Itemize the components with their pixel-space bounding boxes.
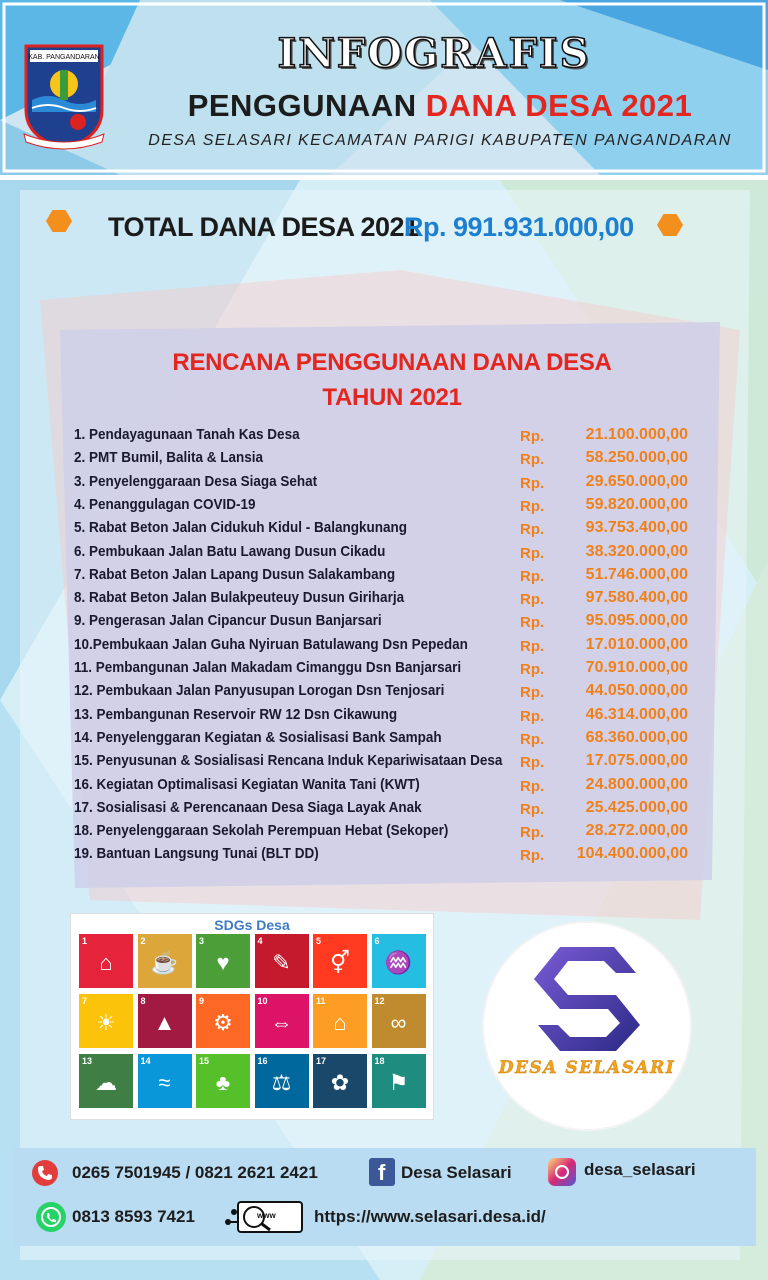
sdg-goal-number: 4 [257,936,263,946]
plan-item-currency: Rp. [520,847,545,865]
sdg-goal-tile [138,994,192,1048]
instagram-handle[interactable]: desa_selasari [584,1160,696,1179]
plan-item [74,543,704,566]
plan-item-label: 7. Rabat Beton Jalan Lapang Dusun Salakambang [74,565,396,583]
sdg-goal-icon: ⌂ [333,1010,347,1035]
sdg-goal-number: 5 [316,936,322,946]
sdg-goal-number: 12 [374,996,385,1006]
sdg-goal-tile [313,1054,367,1108]
sdg-goal-icon: ⚙ [213,1010,233,1035]
plan-item-label: 15. Penyusunan & Sosialisasi Rencana Induk Kepariwisataan Desa [74,752,503,770]
sdg-goal-number: 10 [257,996,268,1006]
plan-item-amount: 51.746.000,00 [585,565,688,583]
sdg-goal-tile [313,994,367,1048]
plan-item [74,706,704,729]
sdg-goal-number: 8 [140,996,146,1006]
sdg-goal-number: 1 [82,936,88,946]
plan-item-amount: 25.425.000,00 [585,798,688,816]
plan-item [74,496,704,519]
sdg-goal-number: 15 [199,1056,210,1066]
sdg-goal-tile [196,1054,250,1108]
plan-item [74,519,704,542]
sdg-goal-icon: ♒ [384,950,413,975]
plan-title [60,345,724,415]
plan-item-currency: Rp. [520,591,545,609]
brand-name: DESA SELASARI [498,1058,676,1078]
plan-item-label: 10.Pembukaan Jalan Guha Nyiruan Batulawang Dsn Pepedan [74,635,468,653]
plan-item-amount: 44.050.000,00 [585,682,688,700]
plan-item-label: 8. Rabat Beton Jalan Bulakpeuteuy Dusun Giriharja [74,589,405,607]
plan-item-label: 12. Pembukaan Jalan Panyusupan Lorogan Dsn Tenjosari [74,682,445,700]
sdg-goal-icon: ♥ [216,950,230,975]
plan-item [74,589,704,612]
sdg-goal-icon: ♣ [215,1070,231,1095]
sdg-goal-tile [313,934,367,988]
desa-selasari-logo [484,923,690,1129]
phone-numbers[interactable]: 0265 7501945 / 0821 2621 2421 [72,1163,318,1182]
sdg-goal-icon: ⇔ [270,1010,293,1035]
plan-item-amount: 95.095.000,00 [585,612,688,630]
sdg-goal-icon: ☕ [150,950,179,975]
plan-item-label: 6. Pembukaan Jalan Batu Lawang Dusun Cikadu [74,542,386,560]
website-url[interactable]: https://www.selasari.desa.id/ [314,1207,546,1226]
sdg-goal-tile [79,1054,133,1108]
sdg-goal-tile [255,1054,309,1108]
plan-item-label: 19. Bantuan Langsung Tunai (BLT DD) [74,845,319,863]
plan-item [74,799,704,822]
plan-item-label: 18. Penyelenggaraan Sekolah Perempuan Hebat (Sekoper) [74,822,449,840]
sdg-goal-tile [372,934,426,988]
sdg-goal-number: 14 [140,1056,151,1066]
plan-item-label: 16. Kegiatan Optimalisasi Kegiatan Wanita Tani (KWT) [74,775,420,793]
plan-item-label: 13. Pembangunan Reservoir RW 12 Dsn Cikawung [74,705,398,723]
plan-item-label: 5. Rabat Beton Jalan Cidukuh Kidul - Balangkunang [74,519,408,537]
plan-item-amount: 70.910.000,00 [585,659,688,676]
plan-item [74,752,704,775]
sdg-goal-icon: ⌂ [99,950,113,975]
www-badge: www [257,1211,276,1220]
sdg-goal-tile [372,1054,426,1108]
plan-item-currency: Rp. [520,474,545,492]
plan-item-label: 1. Pendayagunaan Tanah Kas Desa [74,426,300,443]
sdg-goal-number: 11 [316,996,326,1006]
sdg-goal-tile [196,934,250,988]
sdg-goal-icon: ⚖ [271,1070,292,1095]
plan-item-currency: Rp. [520,567,545,585]
plan-item [74,682,704,705]
plan-item [74,449,704,472]
sdg-goal-number: 6 [374,936,380,946]
sdg-goal-tile [255,934,309,988]
sdg-goal-icon: ✿ [330,1070,350,1095]
plan-item-currency: Rp. [520,800,545,818]
plan-title-line2: TAHUN 2021 [322,384,462,411]
plan-item-amount: 93.753.400,00 [585,519,688,537]
plan-item-currency: Rp. [520,777,545,795]
plan-item-label: 4. Penanggulagan COVID-19 [74,495,256,513]
plan-item-currency: Rp. [520,730,545,748]
plan-item-currency: Rp. [520,824,545,842]
sdg-goal-icon: ⚑ [388,1070,409,1095]
plan-item-currency: Rp. [520,451,545,469]
sdgs-title: SDGs Desa [214,917,290,933]
plan-item-amount: 17.010.000,00 [585,635,688,653]
sdg-goal-number: 9 [199,996,205,1006]
plan-item-amount: 68.360.000,00 [585,728,688,746]
total-value: Rp. 991.931.000,00 [404,212,634,242]
facebook-icon: f [369,1158,395,1186]
sdg-goal-tile [372,994,426,1048]
plan-item-currency: Rp. [520,637,545,655]
sdg-goal-number: 13 [82,1056,93,1066]
sdg-goal-number: 17 [316,1056,327,1066]
plan-item-currency: Rp. [520,521,545,539]
sdg-goal-icon: ∞ [390,1010,407,1035]
plan-item-label: 17. Sosialisasi & Perencanaan Desa Siaga Layak Anak [74,798,422,816]
plan-item-label: 11. Pembangunan Jalan Makadam Cimanggu Dsn Banjarsari [74,659,462,676]
plan-item-amount: 58.250.000,00 [585,449,688,467]
plan-item-currency: Rp. [520,497,545,515]
plan-item [74,776,704,799]
contact-footer [14,1148,756,1246]
plan-item-label: 14. Penyelenggaran Kegiatan & Sosialisasi Bank Sampah [74,728,442,746]
phone-icon [32,1160,58,1186]
sdg-goal-number: 2 [140,936,146,946]
plan-item [74,566,704,589]
sdg-goal-number: 18 [374,1056,385,1066]
sdg-goal-icon: ✎ [272,950,291,975]
title-part2: DANA DESA 2021 [425,88,693,123]
plan-item-amount: 97.580.400,00 [585,589,688,607]
plan-title-line1: RENCANA PENGGUNAAN DANA DESA [172,349,612,376]
plan-item [74,729,704,752]
plan-item [74,822,704,845]
sdg-goal-number: 7 [82,996,88,1006]
plan-item-amount: 29.650.000,00 [585,472,688,490]
plan-item-amount: 28.272.000,00 [585,822,688,840]
plan-item-currency: Rp. [520,661,545,678]
plan-item [74,473,704,496]
plan-item [74,659,704,682]
sdg-goal-number: 16 [257,1056,268,1066]
sdg-goal-icon: ⚥ [330,950,350,975]
plan-item-amount: 59.820.000,00 [585,495,688,513]
plan-item-amount: 24.800.000,00 [585,775,688,793]
whatsapp-number[interactable]: 0813 8593 7421 [72,1207,195,1226]
plan-item-currency: Rp. [520,684,545,702]
plan-item-label: 3. Penyelenggaraan Desa Siaga Sehat [74,472,318,490]
kabupaten-emblem [18,40,110,150]
plan-item-amount: 17.075.000,00 [585,752,688,770]
sdg-goal-icon: ≈ [158,1070,171,1095]
sdg-goal-tile [196,994,250,1048]
plan-item-currency: Rp. [520,614,545,632]
sdg-goal-icon: ▲ [153,1010,176,1035]
sdg-goal-tile [138,934,192,988]
plan-item-label: 9. Pengerasan Jalan Cipancur Dusun Banjarsari [74,612,382,630]
plan-item [74,612,704,635]
sdg-goal-tile [255,994,309,1048]
plan-item-currency: Rp. [520,428,545,445]
whatsapp-icon [36,1202,66,1232]
sdg-goal-icon: ☁ [95,1070,117,1095]
plan-item [74,845,704,868]
selasari-s-logo-icon [524,943,650,1055]
website-icon [224,1198,304,1234]
infografis-heading: INFOGRAFIS [277,30,591,77]
plan-item-amount: 46.314.000,00 [585,705,688,723]
sdg-goal-icon: ☀ [96,1010,116,1035]
plan-item-currency: Rp. [520,544,545,562]
page-subtitle: DESA SELASARI KECAMATAN PARIGI KABUPATEN PANGANDARAN [148,132,732,149]
header [0,0,768,175]
plan-item-amount: 21.100.000,00 [585,426,688,443]
sdg-goal-number: 3 [199,936,205,946]
instagram-icon [548,1158,576,1186]
page-title [120,88,760,124]
plan-item-amount: 38.320.000,00 [585,542,688,560]
plan-item-currency: Rp. [520,754,545,772]
plan-item-label: 2. PMT Bumil, Balita & Lansia [74,449,264,467]
facebook-handle[interactable]: Desa Selasari [401,1163,512,1182]
total-label: TOTAL DANA DESA 2021 [108,212,419,242]
plan-item [74,636,704,659]
sdgs-desa-panel [70,913,434,1120]
sdg-goal-tile [79,994,133,1048]
plan-item-amount: 104.400.000,00 [576,845,688,863]
title-part1: PENGGUNAAN [187,88,417,123]
sdg-goal-tile [79,934,133,988]
svg-text:KAB. PANGANDARAN: KAB. PANGANDARAN [28,54,100,61]
sdg-goal-tile [138,1054,192,1108]
plan-item [74,426,704,449]
plan-item-currency: Rp. [520,707,545,725]
